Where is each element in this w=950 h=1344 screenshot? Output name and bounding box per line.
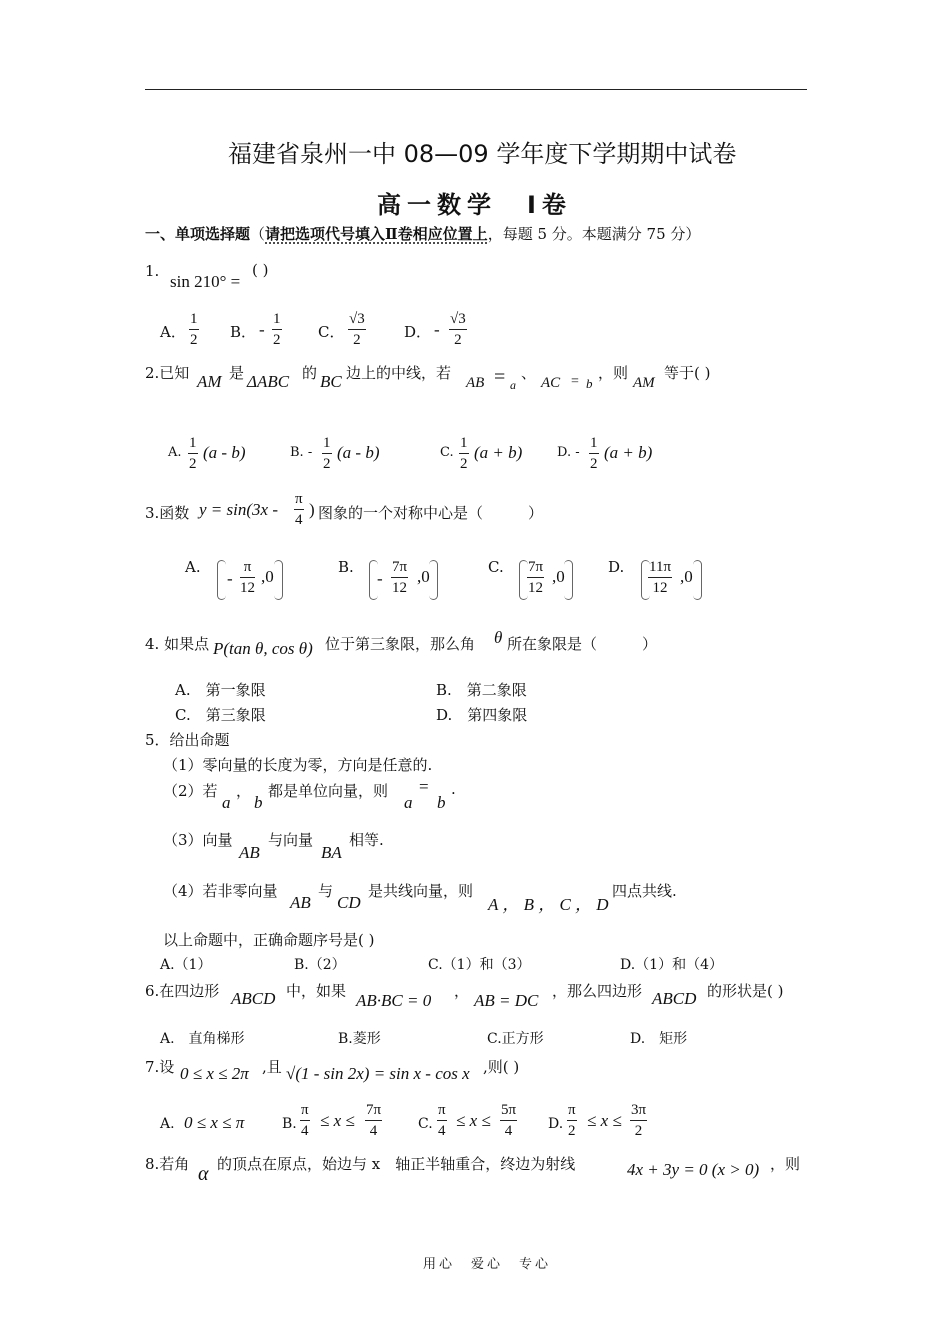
q5-proposition-1: （1）零向量的长度为零，方向是任意的.: [163, 756, 433, 774]
q5-p4-lead: （4）若非零向量: [163, 882, 278, 900]
q3-option-c-label: C.: [488, 558, 504, 576]
q2-option-b-fraction: $\frac{1}{2}$: [323, 435, 331, 472]
q8-lead: 8.若角: [145, 1155, 190, 1173]
q2-shi: 是: [229, 364, 245, 382]
q7-option-d-high: $\frac{3\pi}{2}$: [631, 1102, 647, 1139]
q6-option-a: A. 直角梯形: [160, 1031, 245, 1047]
q2-a: a: [510, 378, 516, 392]
q4-theta: θ: [494, 628, 503, 647]
q3-option-a-rparen: [274, 560, 283, 600]
q5-p4-end: 四点共线.: [612, 882, 677, 900]
q5-p4-yu: 与: [318, 882, 334, 900]
q1-option-a-fraction: $\frac{1}{2}$: [190, 311, 198, 348]
q5-p2-b2: b: [437, 793, 446, 812]
q7-option-d-low: $\frac{\pi}{2}$: [568, 1102, 576, 1139]
q6-mid: 中，如果: [286, 982, 347, 1000]
q2-triangle: ΔABC: [247, 372, 290, 391]
q3-option-d-fraction: $\frac{11\pi}{12}$: [649, 559, 672, 596]
q3-function: y = sin(3x -: [199, 500, 278, 519]
q2-option-d-expr: (a + b): [604, 443, 653, 462]
q6-abcd: ABCD: [231, 989, 276, 1008]
q5-p2-a: a: [222, 793, 231, 812]
q5-p4-points: A ， B ， C ， D: [488, 895, 609, 914]
q5-p2-mid: 都是单位向量，则: [268, 782, 389, 800]
q2-de: 的: [302, 364, 318, 382]
q2-lead: 2.已知: [145, 364, 190, 382]
q5-p2-lead: （2）若: [163, 782, 218, 800]
q3-option-c-rparen: [564, 560, 573, 600]
q3-fraction: $\frac{\pi}{4}$: [295, 491, 303, 528]
q1-option-a-label: A．: [160, 323, 186, 341]
q5-option-c: C.（1）和（3）: [428, 957, 531, 973]
q5-option-b: B.（2）: [294, 957, 346, 973]
q3-close: ): [309, 500, 315, 519]
q1-blank: ( ): [252, 261, 269, 279]
q2-ac-vector: AC: [541, 375, 561, 391]
q8-tail: ，则: [770, 1155, 801, 1173]
section-label: 一、单项选择题: [145, 225, 251, 243]
q7-option-a-label: A.: [160, 1116, 175, 1132]
q7-option-b-low: $\frac{\pi}{4}$: [301, 1102, 309, 1139]
section-instruction: 请把选项代号填入Ⅱ卷相应位置上: [265, 225, 488, 243]
q3-tail: 图象的一个对称中心是（ ）: [318, 504, 544, 522]
q7-lead: 7.设: [145, 1058, 175, 1076]
q8-mid: 的顶点在原点，始边与 x 轴正半轴重合，终边为射线: [217, 1155, 576, 1173]
q1-option-d-fraction: $\frac{√3}{2}$: [450, 311, 466, 348]
q5-p3-ab: AB: [239, 843, 260, 862]
q2-eq2: =: [571, 374, 579, 389]
q1-option-d-sign: -: [434, 320, 440, 339]
q6-option-d: D. 矩形: [630, 1031, 688, 1047]
q5-p2-comma: ，: [236, 782, 252, 800]
q5-p4-mid: 是共线向量，则: [368, 882, 474, 900]
section-heading: [145, 223, 700, 244]
q3-option-d-rparen: [693, 560, 702, 600]
q6-comma: ，: [454, 982, 470, 1000]
q2-option-d-fraction: $\frac{1}{2}$: [590, 435, 598, 472]
q6-abcd2: ABCD: [652, 989, 697, 1008]
q6-option-b: B.菱形: [338, 1031, 381, 1047]
q1-option-b-fraction: $\frac{1}{2}$: [273, 311, 281, 348]
q6-condition-2: AB = DC: [474, 991, 539, 1010]
q2-ab-vector: AB: [466, 375, 485, 391]
q3-option-b-sign: -: [377, 569, 383, 588]
q5-p4-ab: AB: [290, 893, 311, 912]
q2-sep: 、: [521, 364, 537, 382]
q5-p3-mid: 与向量: [268, 831, 314, 849]
q2-am-vector: AM: [633, 375, 655, 391]
q5-p2-eq: =: [419, 777, 429, 796]
q4-tail: 所在象限是（ ）: [507, 635, 658, 653]
q7-option-c-low: $\frac{\pi}{4}$: [438, 1102, 446, 1139]
q2-mid-text: 边上的中线，若: [346, 364, 452, 382]
section-scoring: ，每题 5 分。本题满分 75 分）: [487, 225, 701, 243]
q3-option-a-lparen: [217, 560, 226, 600]
q2-bc: BC: [320, 372, 342, 391]
exam-subtitle: 高一数学 Ⅰ卷: [377, 191, 572, 219]
q3-lead: 3.函数: [145, 504, 190, 522]
exam-title: 福建省泉州一中 08—09 学年度下学期期中试卷: [228, 140, 737, 168]
q7-option-a-expr: 0 ≤ x ≤ π: [184, 1113, 245, 1132]
q1-option-c-label: C．: [318, 323, 345, 341]
q3-option-b-fraction: $\frac{7\pi}{12}$: [392, 559, 408, 596]
q4-point: P(tan θ, cos θ): [213, 639, 313, 658]
q2-then: ，则: [598, 364, 629, 382]
q4-mid: 位于第三象限，那么角: [325, 635, 476, 653]
q2-option-c-expr: (a + b): [474, 443, 523, 462]
q4-option-a: A. 第一象限: [175, 681, 266, 699]
q2-option-c-label: C.: [440, 445, 454, 460]
q2-option-a-expr: (a - b): [203, 443, 246, 462]
q2-tail: 等于( ): [664, 364, 711, 382]
q5-p4-cd: CD: [337, 893, 361, 912]
q7-and: ,且: [262, 1058, 282, 1076]
q5-option-a: A.（1）: [160, 957, 212, 973]
q7-option-b-high: $\frac{7\pi}{4}$: [366, 1102, 382, 1139]
q3-option-a-fraction: $\frac{\pi}{12}$: [240, 559, 255, 596]
q4-lead: 4. 如果点: [145, 635, 210, 653]
q5-p2-b: b: [254, 793, 263, 812]
q7-condition: √(1 - sin 2x) = sin x - cos x: [286, 1064, 470, 1083]
q3-option-a-zero: ,0: [261, 567, 274, 586]
q7-option-c-label: C.: [418, 1116, 433, 1132]
q3-option-d-label: D.: [608, 558, 625, 576]
q1-expression: sin 210° =: [170, 272, 241, 291]
page-footer: 用心 爱心 专心: [423, 1257, 552, 1272]
q5-lead: 5．给出命题: [145, 731, 230, 749]
q3-option-b-label: B.: [338, 558, 354, 576]
q5-p3-end: 相等.: [349, 831, 384, 849]
q1-option-b-label: B．: [230, 323, 257, 341]
q6-tail: 的形状是( ): [707, 982, 784, 1000]
q2-option-b-label: B. -: [290, 445, 313, 460]
q3-option-a-sign: -: [227, 569, 233, 588]
q3-option-a-label: A.: [185, 558, 201, 576]
paren: （: [250, 225, 266, 243]
q2-option-b-expr: (a - b): [337, 443, 380, 462]
q5-option-d: D.（1）和（4）: [620, 957, 723, 973]
header-rule: [145, 89, 807, 90]
q2-b: b: [586, 376, 593, 391]
q5-p2-a2: a: [404, 793, 413, 812]
q6-condition-1: AB·BC = 0: [356, 991, 432, 1010]
q7-option-c-high: $\frac{5\pi}{4}$: [501, 1102, 517, 1139]
q1-option-d-label: D．: [404, 323, 432, 341]
q7-option-c-mid: ≤ x ≤: [456, 1111, 491, 1130]
q3-option-c-fraction: $\frac{7\pi}{12}$: [528, 559, 544, 596]
q4-option-c: C. 第三象限: [175, 706, 266, 724]
q8-alpha: α: [198, 1163, 209, 1185]
q7-option-d-mid: ≤ x ≤: [587, 1111, 622, 1130]
q6-lead: 6.在四边形: [145, 982, 220, 1000]
q7-range: 0 ≤ x ≤ 2π: [180, 1064, 249, 1083]
q2-am: AM: [197, 372, 222, 391]
q7-option-b-label: B.: [282, 1116, 297, 1132]
q2-option-c-fraction: $\frac{1}{2}$: [460, 435, 468, 472]
q8-ray: 4x + 3y = 0 (x > 0): [627, 1160, 760, 1179]
q3-option-b-zero: ,0: [417, 567, 430, 586]
q1-number: 1.: [145, 262, 160, 280]
q5-p3-ba: BA: [321, 843, 342, 862]
q5-question: 以上命题中，正确命题序号是( ): [163, 931, 375, 949]
q1-option-b-sign: -: [259, 320, 265, 339]
q1-option-c-fraction: $\frac{√3}{2}$: [349, 311, 365, 348]
q7-option-d-label: D.: [548, 1116, 564, 1132]
q2-option-a-label: A.: [168, 445, 182, 460]
q4-option-d: D. 第四象限: [436, 706, 528, 724]
q7-tail: ,则( ): [483, 1058, 520, 1076]
q4-option-b: B. 第二象限: [436, 681, 527, 699]
q7-option-b-mid: ≤ x ≤: [320, 1111, 355, 1130]
q2-eq: =: [494, 366, 506, 388]
q2-option-d-label: D. -: [557, 445, 580, 460]
q5-p3-lead: （3）向量: [163, 831, 233, 849]
q5-p2-end: .: [451, 780, 456, 798]
q6-option-c: C.正方形: [487, 1031, 544, 1047]
q3-option-d-zero: ,0: [680, 567, 693, 586]
q6-mid2: ，那么四边形: [552, 982, 643, 1000]
q3-option-c-zero: ,0: [552, 567, 565, 586]
q2-option-a-fraction: $\frac{1}{2}$: [189, 435, 197, 472]
q3-option-b-rparen: [429, 560, 438, 600]
